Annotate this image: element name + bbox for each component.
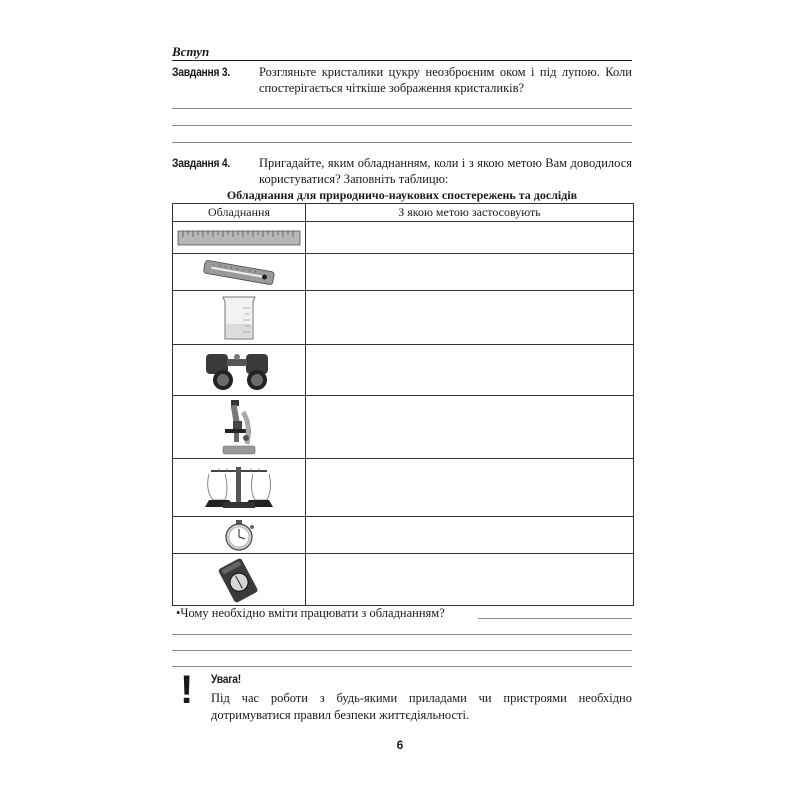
equipment-cell	[173, 254, 306, 291]
table-row	[173, 396, 634, 459]
table-title: Обладнання для природничо-наукових спостережень та дослідів	[226, 188, 578, 202]
exclamation-icon: !	[180, 668, 194, 712]
equipment-cell	[173, 517, 306, 554]
warning-text: Під час роботи з будь-якими приладами чи пристроями необхідно дотримуватися правил безпеки життєдіяльності.	[211, 691, 632, 722]
purpose-cell[interactable]	[306, 254, 634, 291]
table-row	[173, 254, 634, 291]
compass-icon	[217, 557, 261, 603]
purpose-cell[interactable]	[306, 517, 634, 554]
purpose-cell[interactable]	[306, 459, 634, 517]
answer-line[interactable]	[172, 125, 632, 126]
table-row	[173, 291, 634, 345]
equipment-cell	[173, 222, 306, 254]
answer-line[interactable]	[172, 142, 632, 143]
table-row	[173, 459, 634, 517]
balance-scale-icon	[199, 462, 279, 514]
table-row	[173, 554, 634, 606]
answer-line[interactable]	[172, 634, 632, 635]
purpose-cell[interactable]	[306, 554, 634, 606]
header-rule	[172, 60, 632, 61]
column-header-purpose: З якою метою застосовують	[306, 204, 634, 222]
thermometer-icon	[199, 257, 279, 287]
question-text: •Чому необхідно вміти працювати з обладнанням?	[176, 606, 445, 620]
warning-title: Увага!	[211, 672, 241, 686]
ruler-icon	[177, 228, 301, 248]
equipment-cell	[173, 396, 306, 459]
column-header-equipment: Обладнання	[173, 204, 306, 222]
answer-line[interactable]	[172, 650, 632, 651]
purpose-cell[interactable]	[306, 396, 634, 459]
answer-line[interactable]	[172, 666, 632, 667]
equipment-cell	[173, 345, 306, 396]
answer-line[interactable]	[478, 618, 632, 619]
equipment-table	[172, 203, 634, 606]
stopwatch-icon	[220, 519, 258, 551]
answer-line[interactable]	[172, 108, 632, 109]
purpose-cell[interactable]	[306, 345, 634, 396]
table-row	[173, 222, 634, 254]
task3-text: Розгляньте кристалики цукру неозброєним оком і під лупою. Коли спостерігається чіткіше зображення кристаликів?	[259, 65, 632, 95]
equipment-cell	[173, 459, 306, 517]
section-title: Вступ	[172, 44, 210, 59]
equipment-cell	[173, 554, 306, 606]
equipment-cell	[173, 291, 306, 345]
task4-text: Пригадайте, яким обладнанням, коли і з якою метою Вам доводилося користуватися? Заповніть таблицю:	[259, 156, 632, 186]
beaker-icon	[217, 294, 261, 342]
table-row	[173, 517, 634, 554]
purpose-cell[interactable]	[306, 291, 634, 345]
table-row	[173, 345, 634, 396]
task3-label: Завдання 3.	[172, 65, 230, 79]
binoculars-icon	[201, 348, 277, 392]
purpose-cell[interactable]	[306, 222, 634, 254]
task4-label: Завдання 4.	[172, 156, 230, 170]
page-number: 6	[396, 738, 404, 752]
microscope-icon	[217, 398, 261, 456]
table-header-row	[173, 204, 634, 222]
